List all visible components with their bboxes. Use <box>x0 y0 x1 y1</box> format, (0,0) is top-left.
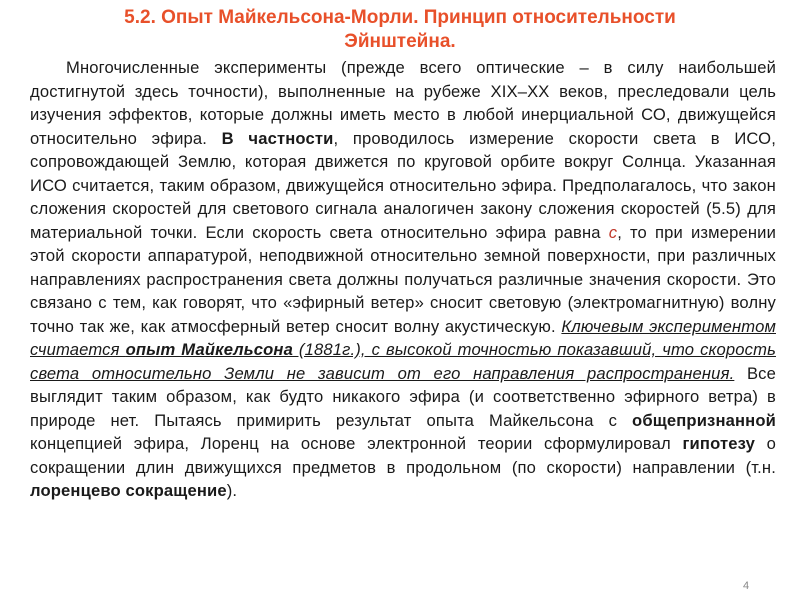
text-segment-13: о сокращении длин движущихся предметов в продольном (по скорости) направлении (т.н. <box>30 434 776 477</box>
bold-lorentz-contraction: лоренцево сокращение <box>30 481 227 500</box>
text-segment-1: Многочисленные эксперименты (прежде всего оптические – в силу наибольшей достигнутой здесь точности), выполненные на рубеже XIX–XX веков, преследовали цель изучения эффектов, которые должны иметь место в любой инерциальной СО, движущейся относительно эфира. <box>30 58 776 148</box>
bold-phrase-v-chastnosti: В частности <box>221 128 334 148</box>
text-segment-15: ). <box>226 481 238 500</box>
text-segment-5: , то при измерении этой скорости аппаратурой, неподвижной относительно земной поверхности, при различных направлениях распространения света должны получаться различные значения скорости. Это связано с тем, как говорят, что «эфирный ветер» сносит световую (электромагнитную) волну точно так же, как атмосферный ветер сносит волну акустическую. <box>30 222 776 336</box>
slide-title <box>0 6 800 54</box>
key-text-1: Ключевым экспериментом считается <box>30 316 776 359</box>
key-text-2: (1881г.), с высокой точностью показавший, что скорость света относительно Земли не зависит от его направления распространения. <box>30 340 776 383</box>
main-paragraph <box>30 56 776 503</box>
bold-gipotezu: гипотезу <box>682 434 755 453</box>
text-segment-11: концепцией эфира, Лоренц на основе электронной теории сформулировал <box>30 434 683 453</box>
page-number: 4 <box>743 580 750 592</box>
speed-of-light-symbol: c <box>608 222 618 242</box>
bold-obshchepriznannoy: общепризнанной <box>632 410 776 430</box>
text-segment-3: , проводилось измерение скорости света в ИСО, сопровождающей Землю, которая движется по круговой орбите вокруг Солнца. Указанная ИСО считается, таким образом, движущейся относительно эфира. Предполагалось, что закон сложения скоростей для светового сигнала аналогичен закону сложения скоростей (5.5) для материальной точки. Если скорость света относительно эфира равна <box>30 128 776 242</box>
title-line-2: Эйнштейна. <box>344 31 456 52</box>
key-bold-michelson: опыт Майкельсона <box>125 340 293 359</box>
title-line-1: 5.2. Опыт Майкельсона-Морли. Принцип относительности <box>124 7 676 28</box>
text-segment-9: Все выглядит таким образом, как будто никакого эфира (и соответственно эфирного ветра) в природе нет. Пытаясь примирить результат опыта Майкельсона с <box>30 363 776 430</box>
